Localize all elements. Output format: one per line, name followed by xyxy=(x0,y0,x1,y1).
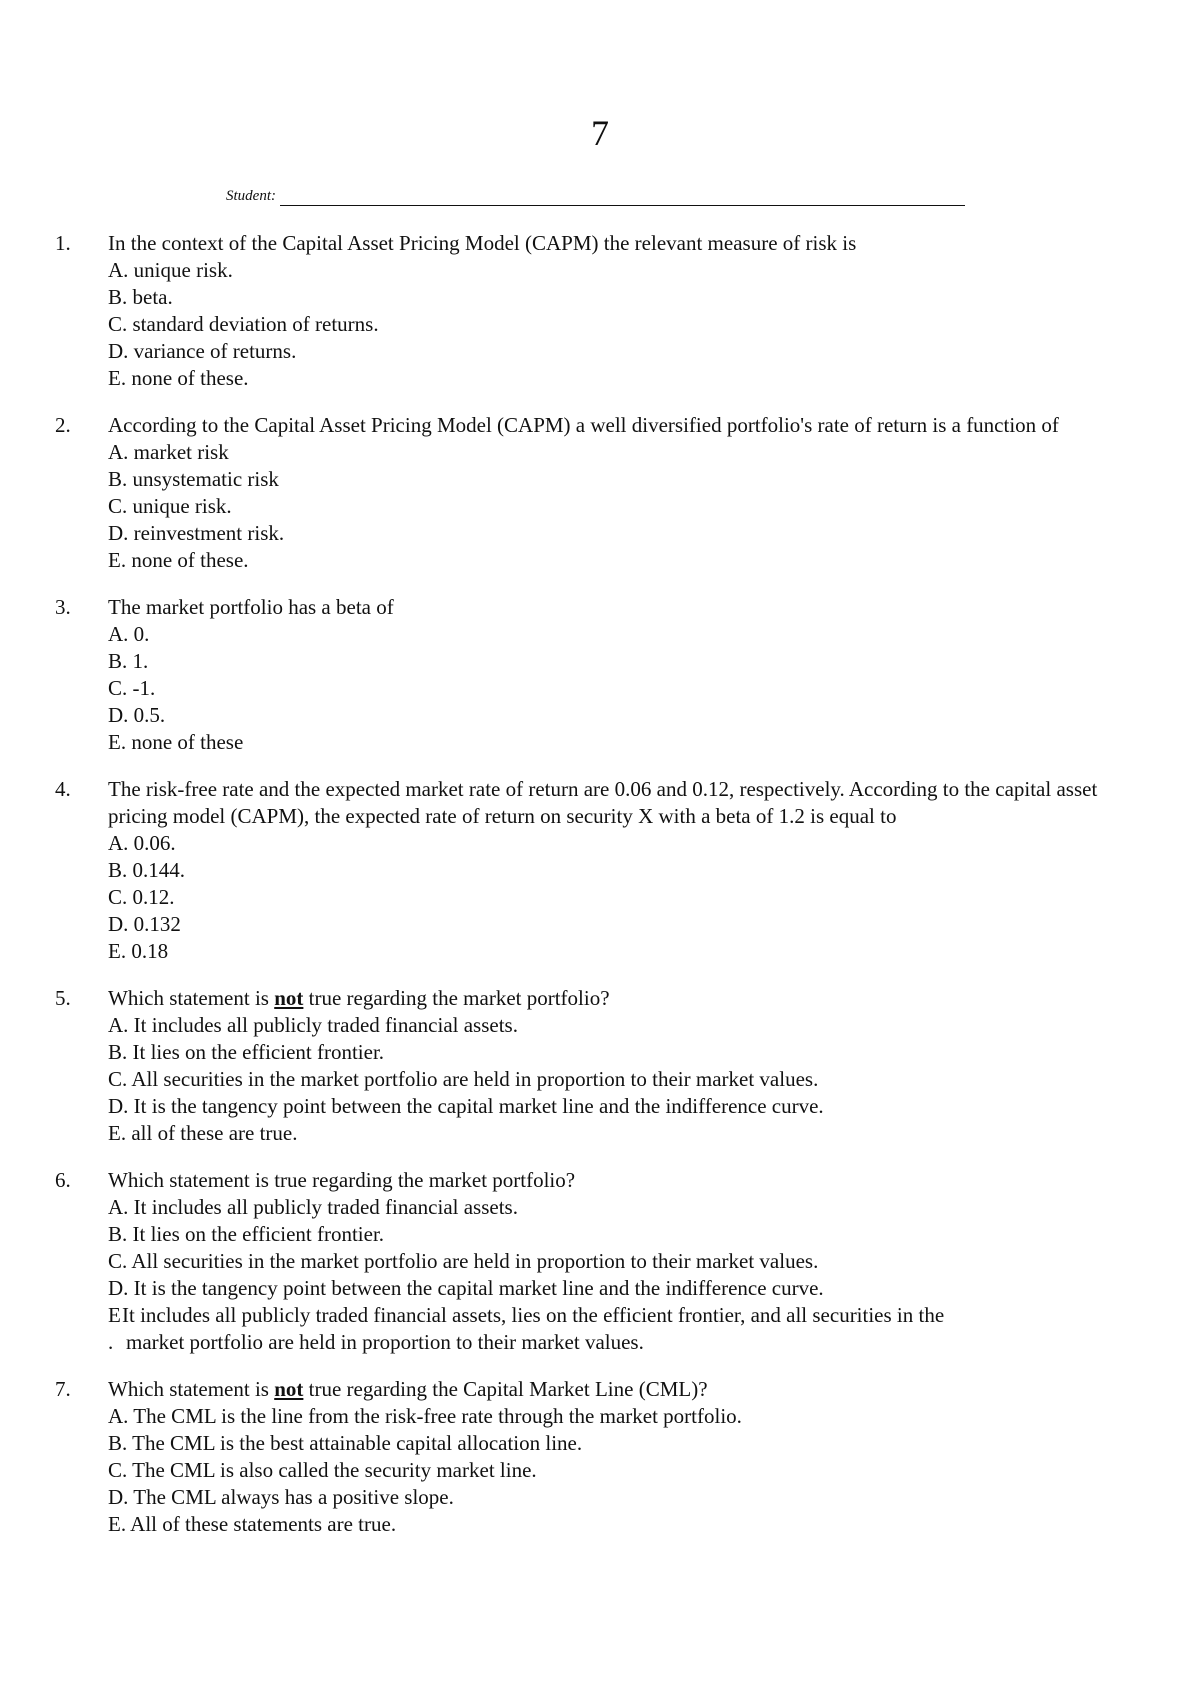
option-b: B. unsystematic risk xyxy=(108,467,279,491)
option-a: A. The CML is the line from the risk-free rate through the market portfolio. xyxy=(108,1404,742,1428)
stem-text: true regarding the Capital Market Line (CML)? xyxy=(303,1377,708,1401)
question-3 xyxy=(55,594,1145,756)
question-1 xyxy=(55,230,1145,392)
option-c: C. unique risk. xyxy=(108,494,232,518)
student-name-blank[interactable] xyxy=(280,191,965,206)
option-b: B. beta. xyxy=(108,285,173,309)
option-d: D. It is the tangency point between the capital market line and the indifference curve. xyxy=(108,1276,824,1300)
option-d: D. variance of returns. xyxy=(108,339,297,363)
option-d: D. The CML always has a positive slope. xyxy=(108,1485,454,1509)
option-a: A. 0. xyxy=(108,622,150,646)
question-stem: The market portfolio has a beta of xyxy=(108,595,394,619)
question-number: 5. xyxy=(55,986,71,1010)
option-c: C. -1. xyxy=(108,676,156,700)
option-text-line-1: It includes all publicly traded financial assets, lies on the efficient frontier, and all securities in the xyxy=(122,1303,945,1327)
option-b: B. 0.144. xyxy=(108,858,186,882)
student-label: Student: xyxy=(226,188,276,204)
option-e: E. none of these. xyxy=(108,548,249,572)
option-letter-dot: . xyxy=(108,1330,114,1354)
option-text-line-2: market portfolio are held in proportion to their market values. xyxy=(126,1330,644,1354)
question-number: 7. xyxy=(55,1377,71,1401)
option-d: D. 0.5. xyxy=(108,703,166,727)
option-c: C. 0.12. xyxy=(108,885,175,909)
option-a: A. market risk xyxy=(108,440,229,464)
option-e: E. All of these statements are true. xyxy=(108,1512,397,1536)
option-e xyxy=(108,1302,1145,1356)
option-letter: E xyxy=(108,1303,121,1327)
option-c: C. All securities in the market portfolio are held in proportion to their market values. xyxy=(108,1249,819,1273)
stem-text: true regarding the market portfolio? xyxy=(303,986,610,1010)
question-number: 4. xyxy=(55,777,71,801)
option-d: D. reinvestment risk. xyxy=(108,521,285,545)
option-b: B. 1. xyxy=(108,649,149,673)
question-number: 2. xyxy=(55,413,71,437)
option-b: B. It lies on the efficient frontier. xyxy=(108,1222,385,1246)
question-stem xyxy=(108,1376,1145,1403)
option-a: A. unique risk. xyxy=(108,258,233,282)
option-a: A. It includes all publicly traded financial assets. xyxy=(108,1013,518,1037)
option-a: A. 0.06. xyxy=(108,831,176,855)
option-c: C. standard deviation of returns. xyxy=(108,312,379,336)
question-number: 1. xyxy=(55,231,71,255)
option-b: B. It lies on the efficient frontier. xyxy=(108,1040,385,1064)
option-d: D. It is the tangency point between the capital market line and the indifference curve. xyxy=(108,1094,824,1118)
question-6 xyxy=(55,1167,1145,1356)
question-4 xyxy=(55,776,1145,965)
stem-text: Which statement is xyxy=(108,986,275,1010)
option-c: C. All securities in the market portfolio are held in proportion to their market values. xyxy=(108,1067,819,1091)
question-number: 6. xyxy=(55,1168,71,1192)
question-stem: Which statement is true regarding the market portfolio? xyxy=(108,1168,576,1192)
stem-emphasis: not xyxy=(274,986,304,1010)
option-d: D. 0.132 xyxy=(108,912,181,936)
option-b: B. The CML is the best attainable capital allocation line. xyxy=(108,1431,583,1455)
stem-text: Which statement is xyxy=(108,1377,275,1401)
question-7 xyxy=(55,1376,1145,1538)
page-number: 7 xyxy=(591,113,609,153)
question-5 xyxy=(55,985,1145,1147)
question-stem: In the context of the Capital Asset Pricing Model (CAPM) the relevant measure of risk is xyxy=(108,231,857,255)
question-stem: The risk-free rate and the expected market rate of return are 0.06 and 0.12, respectively. According to the capital asset pricing model (CAPM), the expected rate of return on security X with a beta of 1.2 is equal to xyxy=(108,777,1098,828)
stem-emphasis: not xyxy=(274,1377,304,1401)
question-stem: According to the Capital Asset Pricing Model (CAPM) a well diversified portfolio's rate of return is a function of xyxy=(108,413,1059,437)
student-name-field[interactable] xyxy=(226,186,965,206)
option-e: E. 0.18 xyxy=(108,939,169,963)
option-e: E. none of these. xyxy=(108,366,249,390)
question-number: 3. xyxy=(55,595,71,619)
option-a: A. It includes all publicly traded financial assets. xyxy=(108,1195,518,1219)
question-list xyxy=(55,230,1145,1558)
option-e: E. none of these xyxy=(108,730,244,754)
question-2 xyxy=(55,412,1145,574)
option-e: E. all of these are true. xyxy=(108,1121,298,1145)
option-c: C. The CML is also called the security market line. xyxy=(108,1458,537,1482)
question-stem xyxy=(108,985,1145,1012)
